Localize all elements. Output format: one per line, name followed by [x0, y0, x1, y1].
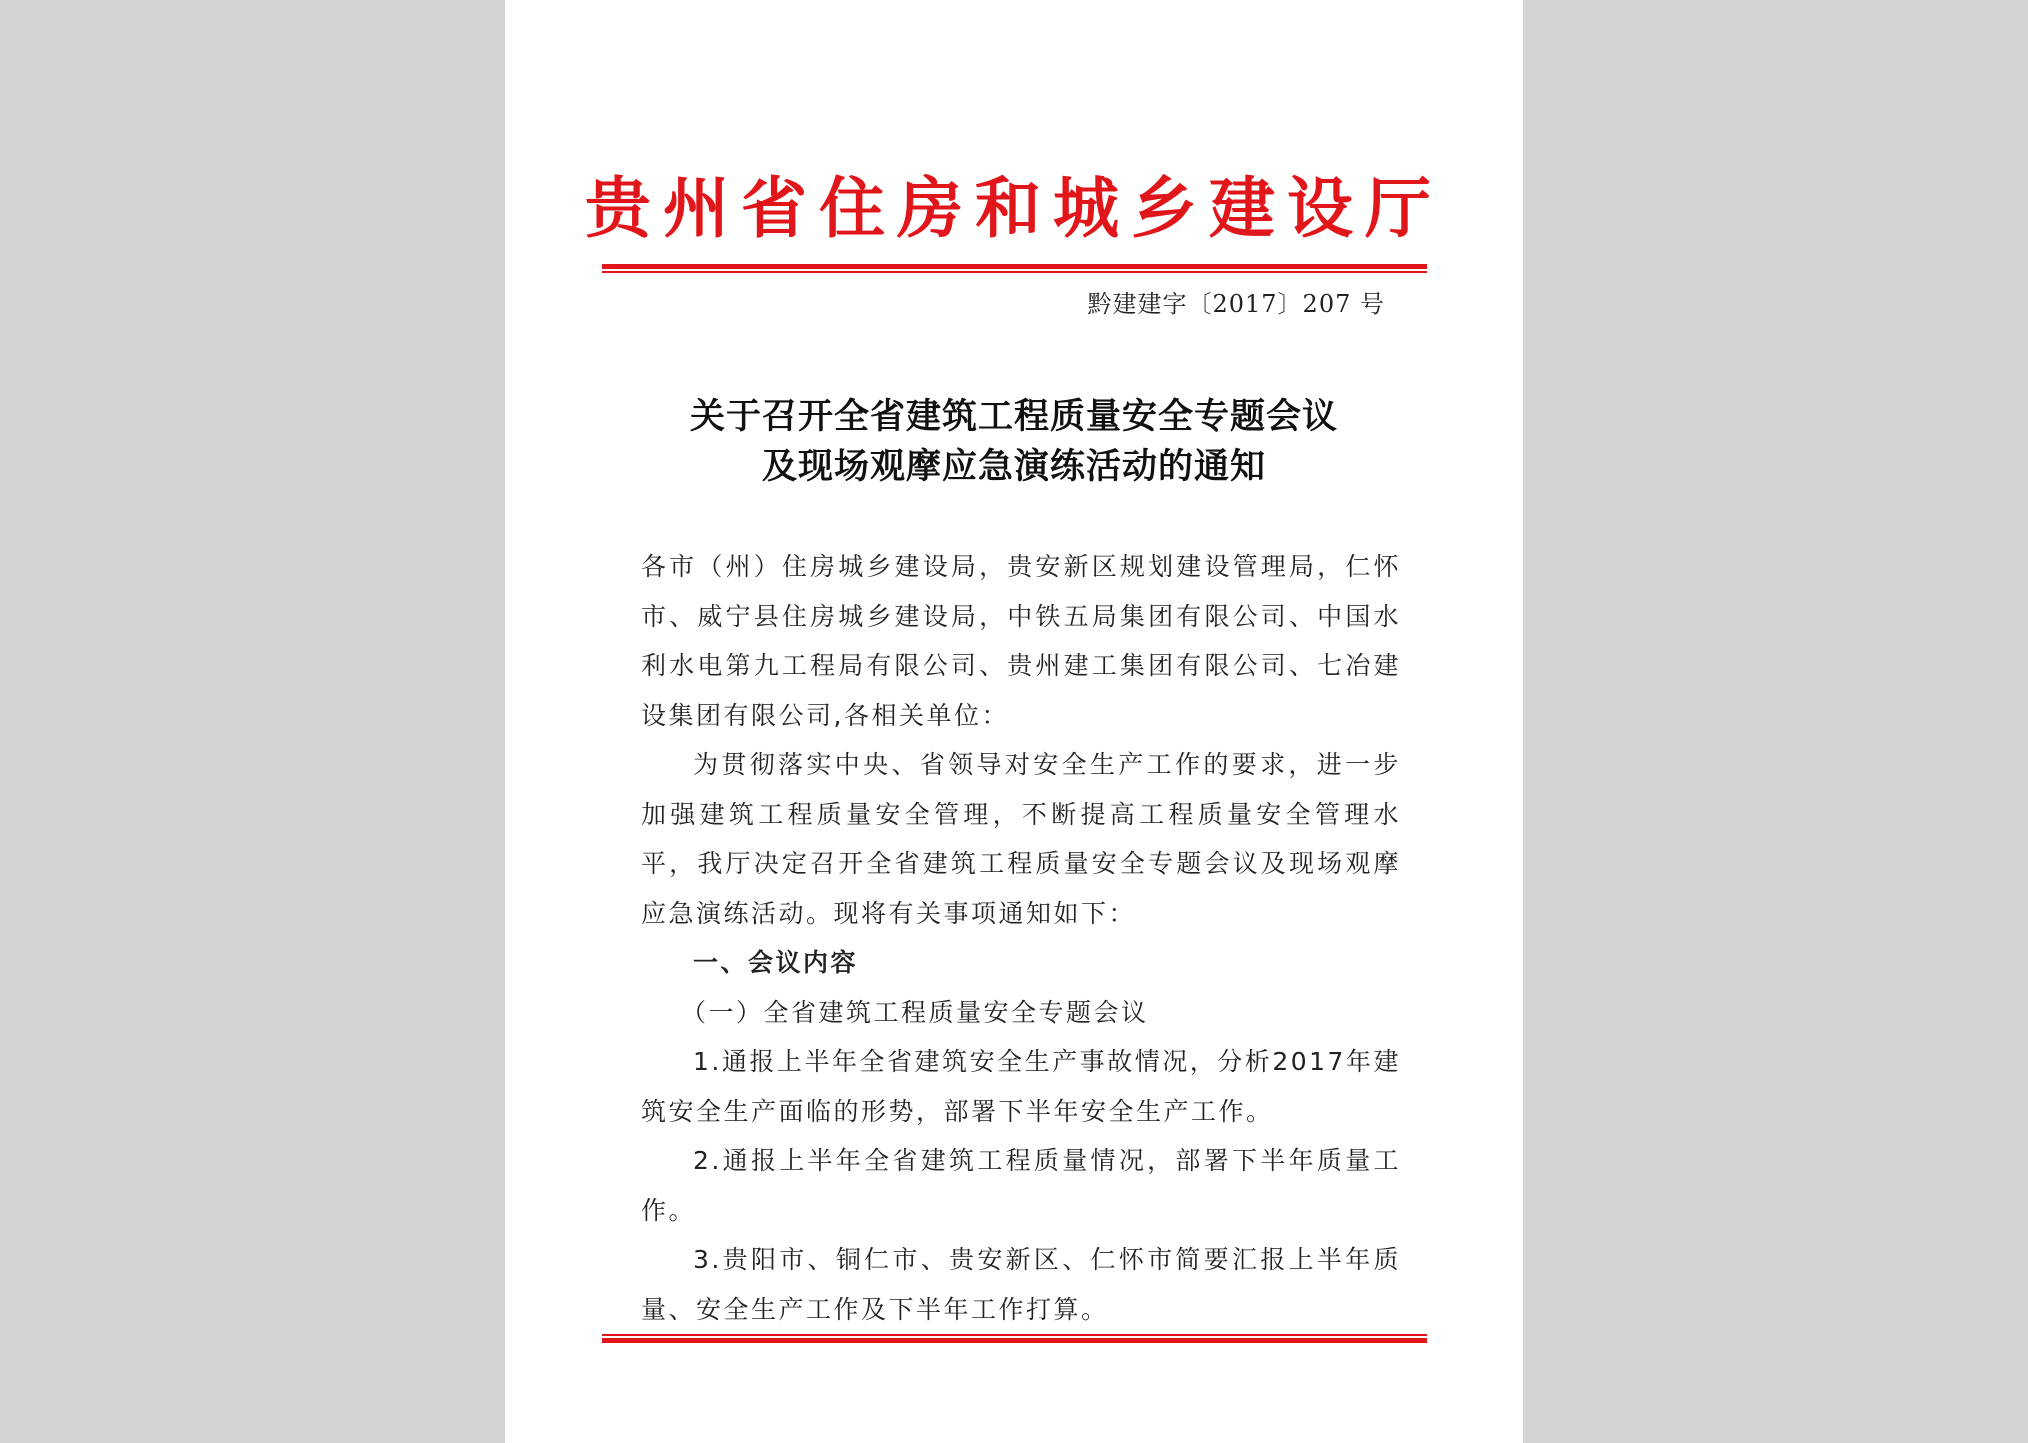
header-red-rule: [602, 264, 1427, 273]
section-heading: 一、会议内容: [693, 948, 859, 977]
subsection-heading: （一）全省建筑工程质量安全专题会议: [681, 997, 1149, 1027]
list-item: 2.通报上半年全省建筑工程质量情况，部署下半年质量工作。: [641, 1146, 1401, 1225]
notice-body: [641, 542, 1401, 1334]
footer-red-rule: [602, 1334, 1427, 1343]
list-item: 3.贵阳市、铜仁市、贵安新区、仁怀市简要汇报上半年质量、安全生产工作及下半年工作打算。: [641, 1245, 1401, 1324]
organization-title: 贵州省住房和城乡建设厅: [585, 169, 1443, 247]
notice-title-line-2: 及现场观摩应急演练活动的通知: [761, 446, 1266, 487]
list-item: 1.通报上半年全省建筑安全生产事故情况，分析2017年建筑安全生产面临的形势，部署下半年安全生产工作。: [641, 1047, 1401, 1126]
notice-title-line-1: 关于召开全省建筑工程质量安全专题会议: [689, 396, 1338, 437]
notice-title: [505, 392, 1523, 492]
intro-paragraph: 为贯彻落实中央、省领导对安全生产工作的要求，进一步加强建筑工程质量安全管理，不断提高工程质量安全管理水平，我厅决定召开全省建筑工程质量安全专题会议及现场观摩应急演练活动。现将有关事项通知如下：: [641, 750, 1401, 928]
recipients-paragraph: 各市（州）住房城乡建设局，贵安新区规划建设管理局，仁怀市、威宁县住房城乡建设局，中铁五局集团有限公司、中国水利水电第九工程局有限公司、贵州建工集团有限公司、七冶建设集团有限公司,各相关单位：: [641, 552, 1401, 730]
document-number: 黔建建字〔2017〕207 号: [1087, 290, 1385, 318]
document-page: [505, 0, 1523, 1443]
